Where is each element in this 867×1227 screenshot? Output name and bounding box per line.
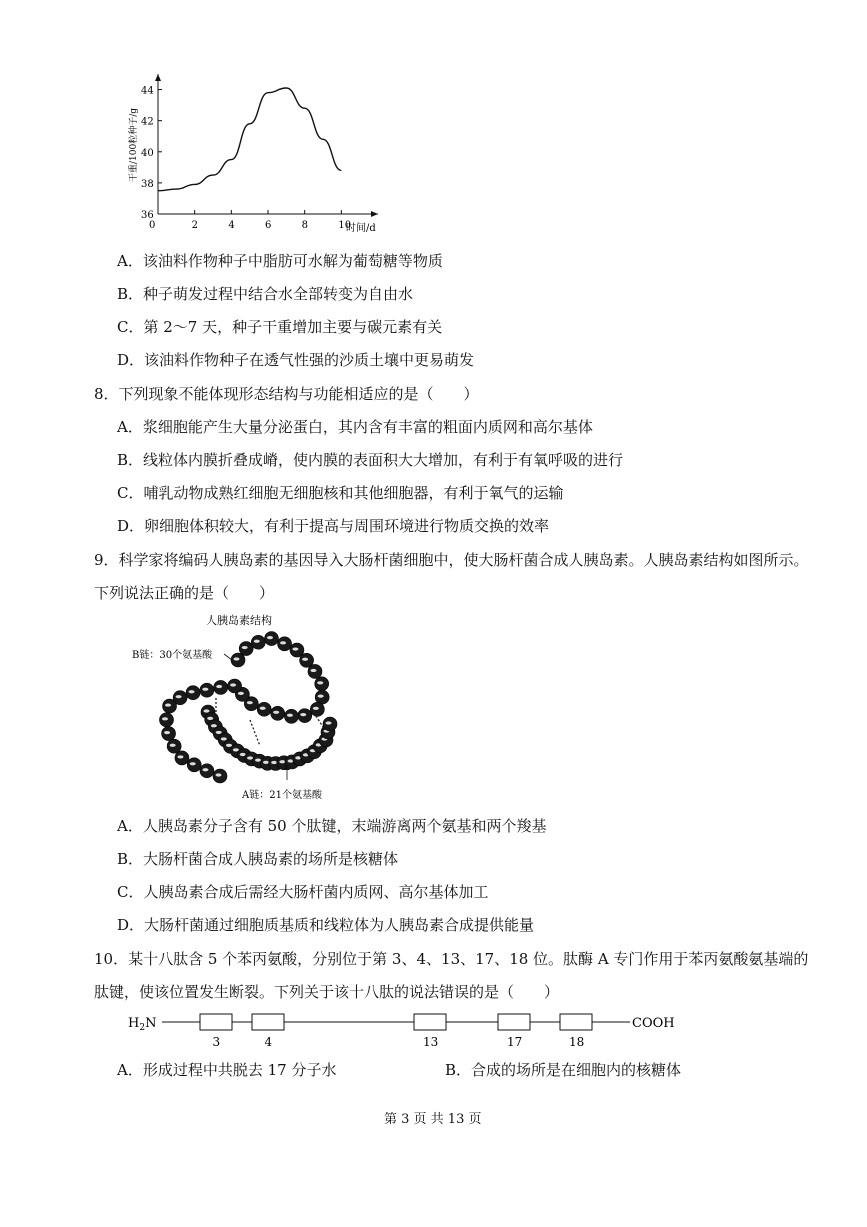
x-tick-label: 2 [191,220,199,231]
b-chain-bead-highlight [292,647,298,650]
dry-weight-chart [128,64,388,239]
phenylalanine-residues [200,1014,592,1049]
a-chain-bead-highlight [263,761,269,764]
b-chain-bead-highlight [300,713,306,716]
y-tick-label: 36 [141,210,154,221]
y-axis-arrow [155,74,161,81]
b-chain-bead-highlight [162,717,168,720]
b-chain-bead-highlight [190,762,196,765]
b-chain-bead-highlight [176,695,182,698]
b-chain-bead-highlight [247,701,253,704]
q8-stem: 8．下列现象不能体现形态结构与功能相适应的是（ ） [94,385,479,403]
q9-stem-line2: 下列说法正确的是（ ） [94,584,275,602]
x-tick-label: 0 [149,220,156,231]
figure-title: 人胰岛素结构 [206,614,272,627]
chart-ticks [141,86,351,231]
q7-option-d: D．该油料作物种子在透气性强的沙质土壤中更易萌发 [117,351,475,369]
q8-option-d: D．卵细胞体积较大，有利于提高与周围环境进行物质交换的效率 [117,517,550,535]
n-terminus: $H_2N$ [128,1016,157,1033]
b-chain-bead-highlight [273,711,279,714]
b-chain-bead-highlight [216,773,222,776]
residue-position-label: 3 [212,1035,221,1049]
y-axis-label: 干重/100粒种子/g [129,107,139,182]
q9-option-d: D．大肠杆菌通过细胞质基质和线粒体为人胰岛素合成提供能量 [117,916,535,934]
b-chain-bead-highlight [267,636,273,639]
a-chain-bead-highlight [255,759,261,762]
q10-stem-line1: 10．某十八肽含 5 个苯丙氨酸，分别位于第 3、4、13、17、18 位。肽酶 A 专门作用于苯丙氨酸氨基端的 [94,950,809,968]
b-chain-bead-highlight [310,669,316,672]
a-chain-bead-highlight [221,737,227,740]
b-chain-bead-highlight [280,641,286,644]
series-line [158,88,341,191]
phe-residue-box [560,1014,592,1030]
b-chain-bead-highlight [202,688,208,691]
c-terminus: COOH [632,1016,675,1031]
b-chain-bead-highlight [164,731,170,734]
b-chain-bead-highlight [202,768,208,771]
a-chain-bead-highlight [216,731,222,734]
b-chain-bead-highlight [287,714,293,717]
b-chain-bead-highlight [318,695,324,698]
q9-stem-line1: 9．科学家将编码人胰岛素的基因导入大肠杆菌细胞中，使大肠杆菌合成人胰岛素。人胰岛素结构如图所示。 [94,551,809,569]
q9-option-b: B．大肠杆菌合成人胰岛素的场所是核糖体 [117,850,399,868]
a-chain-bead-highlight [226,744,232,747]
b-chain-bead-highlight [165,703,171,706]
a-chain-bead-highlight [279,760,285,763]
q8-option-c: C．哺乳动物成熟红细胞无细胞核和其他细胞器，有利于氧气的运输 [117,484,564,502]
b-chain-label: B链：30个氨基酸 [132,650,213,661]
page-footer: 第 3 页 共 13 页 [384,1112,482,1127]
b-chain-bead-highlight [230,683,236,686]
a-chain-bead-highlight [204,709,210,712]
a-chain-bead-highlight [326,721,332,724]
x-tick-label: 10 [338,220,352,231]
phe-residue-box [200,1014,232,1030]
phe-residue-box [414,1014,446,1030]
x-tick-label: 6 [265,220,272,231]
a-chain-bead-highlight [247,756,253,759]
y-tick-label: 40 [141,147,154,159]
b-chain-bead-highlight [234,657,240,660]
q7-option-c: C．第 2～7 天，种子干重增加主要与碳元素有关 [117,318,443,336]
a-chain-bead-highlight [271,761,277,764]
a-chain-bead-highlight [211,724,217,727]
q8-option-b: B．线粒体内膜折叠成嵴，使内膜的表面积大大增加，有利于有氧呼吸的进行 [117,451,624,469]
q9-option-a: A．人胰岛素分子含有 50 个肽键，末端游离两个氨基和两个羧基 [117,817,547,835]
y-tick-label: 44 [141,85,154,97]
insulin-structure-figure [120,608,370,808]
a-chain-bead-highlight [233,748,239,751]
x-tick-label: 8 [301,220,309,231]
residue-position-label: 4 [264,1035,273,1049]
b-chain-bead-highlight [313,707,319,710]
a-chain-label: A链：21个氨基酸 [242,790,322,801]
y-tick-label: 38 [141,178,154,190]
residue-position-label: 13 [423,1035,439,1049]
a-chain-bead-highlight [207,717,213,720]
q10-option-b: B．合成的场所是在细胞内的核糖体 [445,1061,682,1079]
disulfide-bond [250,720,260,746]
b-chain-bead-highlight [216,685,222,688]
residue-position-label: 17 [507,1035,523,1049]
chart-axes [155,74,378,217]
q7-option-a: A．该油料作物种子中脂肪可水解为葡萄糖等物质 [117,252,443,270]
q10-option-a: A．形成过程中共脱去 17 分子水 [117,1061,337,1079]
x-axis-arrow [371,211,378,217]
q9-option-c: C．人胰岛素合成后需经大肠杆菌内质网、高尔基体加工 [117,883,489,901]
y-tick-label: 42 [141,116,154,128]
b-chain-bead-highlight [242,646,248,649]
b-chain-bead-highlight [317,681,323,684]
b-chain-bead-highlight [170,744,176,747]
q7-option-b: B．种子萌发过程中结合水全部转变为自由水 [117,285,414,303]
q8-option-a: A．浆细胞能产生大量分泌蛋白，其内含有丰富的粗面内质网和高尔基体 [117,418,593,436]
a-chain-bead-highlight [240,753,246,756]
b-chain-bead-highlight [254,640,260,643]
peptide-chain-diagram [128,1005,688,1050]
phe-residue-box [498,1014,530,1030]
x-axis-label: 时间/d [346,223,376,234]
b-chain-bead-highlight [302,658,308,661]
x-tick-label: 4 [228,220,235,231]
b-chain-bead-highlight [260,707,266,710]
b-chain-bead-highlight [177,755,183,758]
q10-stem-line2: 肽键，使该位置发生断裂。下列关于该十八肽的说法错误的是（ ） [94,983,560,1001]
phe-residue-box [252,1014,284,1030]
b-chain-bead-highlight [189,690,195,693]
residue-position-label: 18 [569,1035,585,1049]
b-chain-bead-highlight [238,692,244,695]
